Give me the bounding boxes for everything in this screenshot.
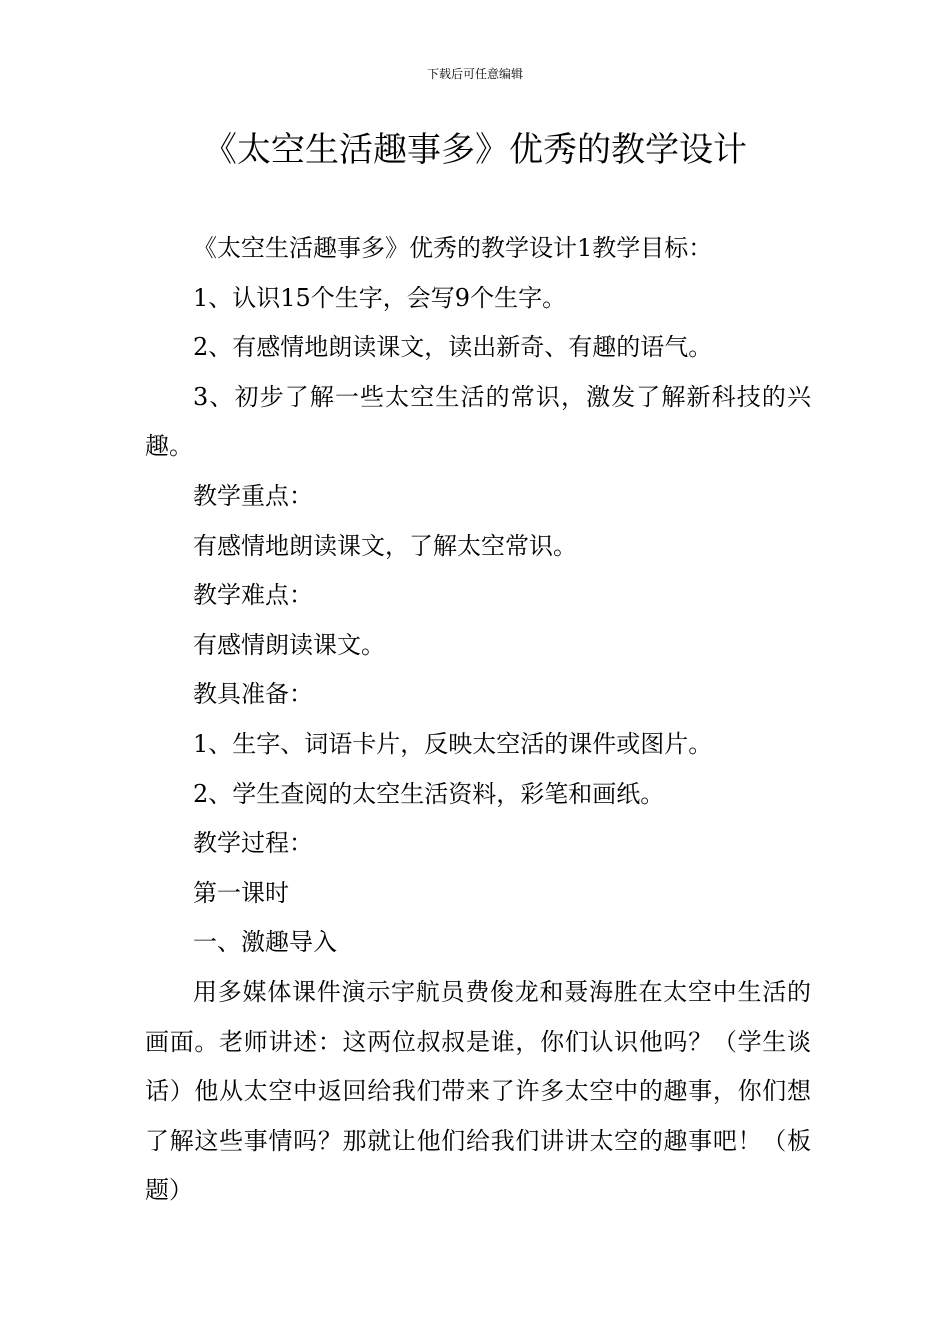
heading-introduction: 一、激趣导入	[193, 928, 337, 957]
document-title: 《太空生活趣事多》优秀的教学设计	[203, 130, 747, 170]
paragraph-difficulties: 有感情朗读课文。	[193, 630, 385, 659]
paragraph-teaching-aid-2: 2、学生查阅的太空生活资料，彩笔和画纸。	[193, 779, 665, 808]
paragraph-objective-2: 2、有感情地朗读课文，读出新奇、有趣的语气。	[193, 333, 713, 362]
document-body	[145, 224, 811, 1216]
paragraph-objective-1: 1、认识15个生字，会写9个生字。	[193, 283, 567, 312]
heading-key-points: 教学重点：	[193, 481, 313, 510]
paragraph-intro-objectives: 《太空生活趣事多》优秀的教学设计1教学目标：	[193, 234, 713, 262]
paragraph-introduction: 用多媒体课件演示宇航员费俊龙和聂海胜在太空中生活的画面。老师讲述：这两位叔叔是谁，你们认识他吗？（学生谈话）他从太空中返回给我们带来了许多太空中的趣事，你们想了解这些事情吗？那就让他们给我们讲讲太空的趣事吧！（板题）	[145, 977, 811, 1205]
paragraph-objective-3: 3、初步了解一些太空生活的常识，激发了解新科技的兴趣。	[145, 382, 811, 461]
header-note: 下载后可任意编辑	[426, 67, 523, 81]
heading-teaching-process: 教学过程：	[193, 829, 313, 858]
heading-difficulties: 教学难点：	[193, 581, 313, 610]
heading-first-lesson: 第一课时	[193, 878, 289, 907]
heading-teaching-aids: 教具准备：	[193, 680, 313, 709]
paragraph-teaching-aid-1: 1、生字、词语卡片，反映太空活的课件或图片。	[193, 729, 713, 758]
paragraph-key-points: 有感情地朗读课文，了解太空常识。	[193, 531, 577, 560]
